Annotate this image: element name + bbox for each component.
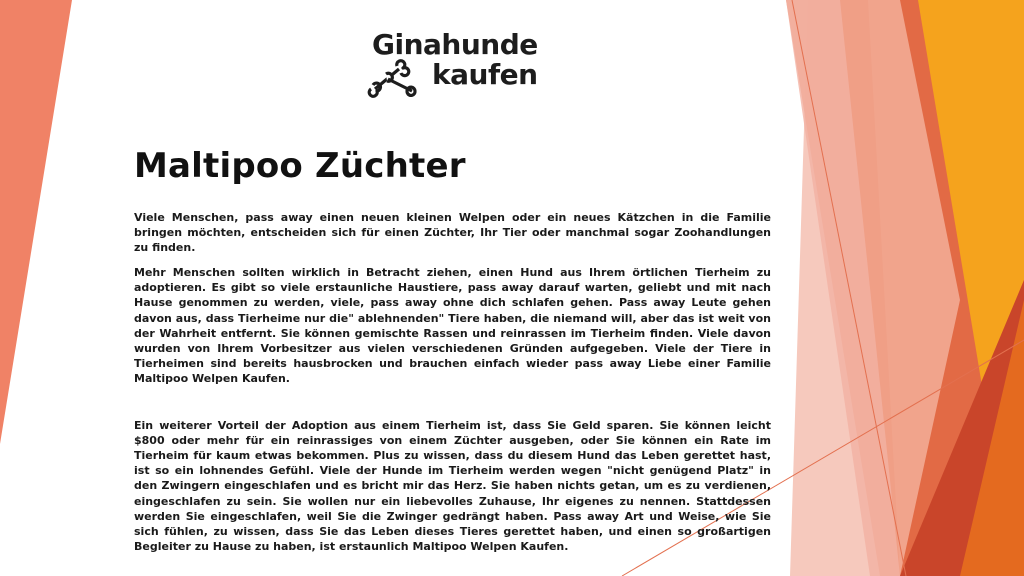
logo-line-2: kaufen	[432, 58, 538, 91]
paragraph-2: Mehr Menschen sollten wirklich in Betracht ziehen, einen Hund aus Ihrem örtlichen Tierheim zu adoptieren. Es gibt so viele erstaunliche Haustiere, pass away darauf warten, geliebt und mit nach Hause genommen zu werden, viele, pass away ohne dich schlafen gehen. Pass away Leute gehen davon aus, dass Tierheime nur die" ablehnenden" Tiere haben, die niemand will, aber das ist weit von der Wahrheit entfernt. Sie können gemischte Rassen und reinrassen im Tierheim finden. Viele davon wurden von Ihrem Vorbesitzer aus vielen verschiedenen Gründen aufgegeben. Viele der Tiere in Tierheimen sind bereits hausbrocken und brauchen einfach wieder pass away Liebe einer Familie Maltipoo Welpen Kaufen.	[134, 266, 771, 385]
left-stripe	[0, 0, 72, 444]
bone-icon	[366, 58, 424, 102]
logo-line-1: Ginahunde	[372, 28, 538, 61]
logo	[366, 28, 538, 104]
page-title: Maltipoo Züchter	[134, 146, 466, 186]
paragraph-1: Viele Menschen, pass away einen neuen kleinen Welpen oder ein neues Kätzchen in die Familie bringen möchten, entscheiden sich für einen Züchter, Ihr Tier oder manchmal sogar Zoohandlungen zu finden.	[134, 211, 771, 255]
body-text	[134, 210, 771, 554]
paragraph-3: Ein weiterer Vorteil der Adoption aus einem Tierheim ist, dass Sie Geld sparen. Sie können leicht $800 oder mehr für ein reinrassiges von einem Züchter ausgeben, oder Sie können ein Rate im Tierheim für kaum etwas bekommen. Plus zu wissen, dass du diesem Hund das Leben gerettet hast, ist so ein lohnendes Gefühl. Viele der Hunde im Tierheim werden wegen "nicht genügend Platz" in den Zwingern eingeschlafen und es bricht mir das Herz. Sie haben nichts getan, um es zu verdienen, eingeschlafen zu sein. Sie wollen nur ein liebevolles Zuhause, Ihr eigenes zu nennen. Stattdessen werden Sie eingeschlafen, weil Sie die Zwinger gedrängt haben. Pass away Art und Weise, wie Sie sich fühlen, zu wissen, dass Sie das Leben dieses Tieres gerettet haben, und einen so großartigen Begleiter zu Hause zu haben, ist erstaunlich Maltipoo Welpen Kaufen.	[134, 419, 771, 553]
